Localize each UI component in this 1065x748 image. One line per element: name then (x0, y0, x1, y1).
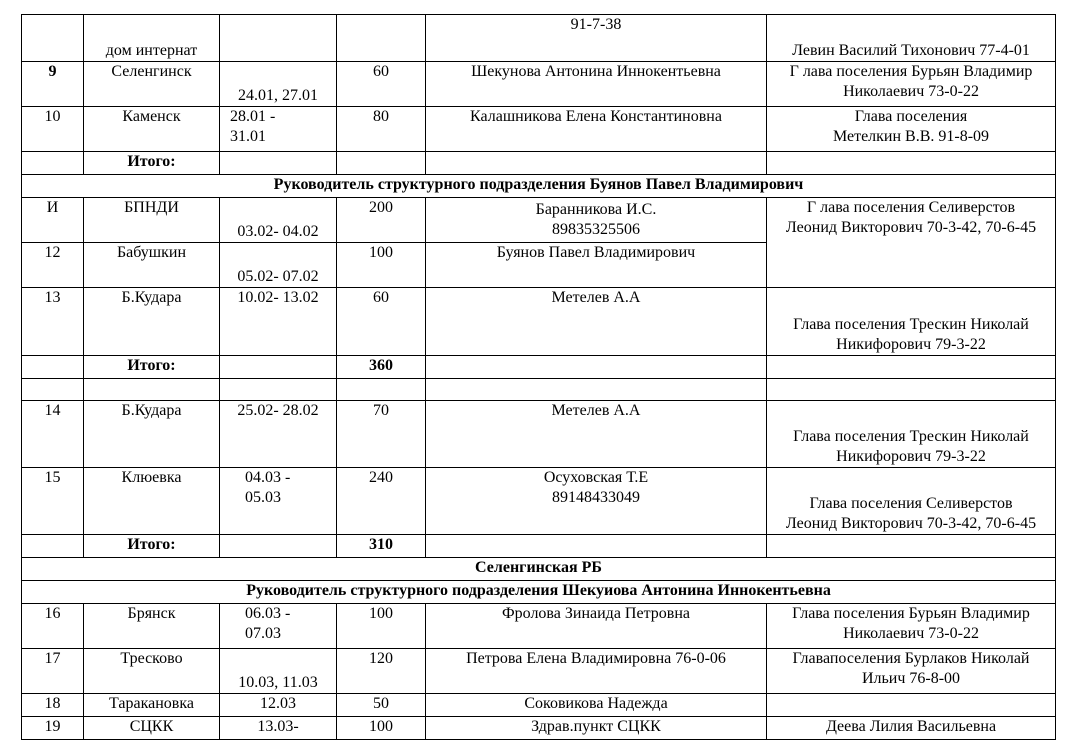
date-cell: 05.02- 07.02 (220, 243, 337, 288)
head-cell: Деева Лилия Васильевна (767, 717, 1056, 740)
empty-row (22, 379, 1056, 401)
total-row (22, 356, 1056, 379)
count-cell: 100 (337, 604, 426, 649)
row-number: 10 (22, 107, 84, 152)
place-cell: БПНДИ (84, 198, 220, 243)
place-cell: Каменск (84, 107, 220, 152)
table-row (22, 468, 1056, 535)
table-row (22, 107, 1056, 152)
table-row (22, 198, 1056, 243)
count-cell: 60 (337, 288, 426, 356)
table-row (22, 288, 1056, 356)
coordinator-cell: Метелев А.А (426, 288, 767, 356)
head-cell: Глава поселения Бурьян Владимир Николаевич 73-0-22 (767, 604, 1056, 649)
table-row (22, 15, 1056, 62)
date-cell: 25.02- 28.02 (220, 401, 337, 468)
row-number: И (22, 198, 84, 243)
place-cell: Брянск (84, 604, 220, 649)
count-cell: 200 (337, 198, 426, 243)
count-cell: 50 (337, 694, 426, 717)
section-row (22, 558, 1056, 581)
date-cell: 04.03 - 05.03 (220, 468, 337, 535)
table-row (22, 401, 1056, 468)
row-number: 12 (22, 243, 84, 288)
place-cell: Тресково (84, 649, 220, 694)
head-cell: Г лава поселения Бурьян Владимир Николаевич 73-0-22 (767, 62, 1056, 107)
row-number: 9 (22, 62, 84, 107)
row-number: 17 (22, 649, 84, 694)
coordinator-cell: Калашникова Елена Константиновна (426, 107, 767, 152)
section-title: Руководитель структурного подразделения Шекуиова Антонина Иннокентьевна (22, 581, 1056, 604)
coordinator-cell: Осуховская Т.Е 89148433049 (426, 468, 767, 535)
date-cell: 03.02- 04.02 (220, 198, 337, 243)
place-cell: дом интернат (84, 15, 220, 62)
section-title: Руководитель структурного подразделения Буянов Павел Владимирович (22, 175, 1056, 198)
row-number (22, 15, 84, 62)
coordinator-cell: Здрав.пункт СЦКК (426, 717, 767, 740)
total-value: 310 (337, 535, 426, 558)
date-cell: 28.01 - 31.01 (220, 107, 337, 152)
date-cell: 12.03 (220, 694, 337, 717)
count-cell (337, 15, 426, 62)
total-label: Итого: (84, 152, 220, 175)
date-cell (220, 15, 337, 62)
table-row (22, 694, 1056, 717)
row-number: 16 (22, 604, 84, 649)
coordinator-cell: 91-7-38 (426, 15, 767, 62)
place-cell: Бабушкин (84, 243, 220, 288)
section-title: Селенгинская РБ (22, 558, 1056, 581)
coordinator-cell: Метелев А.А (426, 401, 767, 468)
schedule-table (21, 14, 1056, 740)
total-label: Итого: (84, 535, 220, 558)
table-row (22, 649, 1056, 694)
head-cell: Глава поселения Метелкин В.В. 91-8-09 (767, 107, 1056, 152)
head-cell (767, 694, 1056, 717)
row-number: 18 (22, 694, 84, 717)
table-row (22, 604, 1056, 649)
section-row (22, 581, 1056, 604)
place-cell: Таракановка (84, 694, 220, 717)
count-cell: 70 (337, 401, 426, 468)
head-cell: Глава поселения Трескин Николай Никифорович 79-3-22 (767, 288, 1056, 356)
coordinator-cell: Фролова Зинаида Петровна (426, 604, 767, 649)
table-row (22, 62, 1056, 107)
row-number: 19 (22, 717, 84, 740)
total-value: 360 (337, 356, 426, 379)
place-cell: Клюевка (84, 468, 220, 535)
row-number: 14 (22, 401, 84, 468)
count-cell: 240 (337, 468, 426, 535)
count-cell: 60 (337, 62, 426, 107)
head-cell: Глава поселения Селиверстов Леонид Викторович 70-3-42, 70-6-45 (767, 468, 1056, 535)
date-cell: 10.03, 11.03 (220, 649, 337, 694)
row-number: 13 (22, 288, 84, 356)
place-cell: Б.Кудара (84, 401, 220, 468)
head-cell: Г лава поселения Селиверстов Леонид Викторович 70-3-42, 70-6-45 (767, 198, 1056, 288)
coordinator-cell: Соковикова Надежда (426, 694, 767, 717)
count-cell: 80 (337, 107, 426, 152)
count-cell: 120 (337, 649, 426, 694)
coordinator-cell: Баранникова И.С. 89835325506 (426, 198, 767, 243)
coordinator-cell: Буянов Павел Владимирович (426, 243, 767, 288)
date-cell: 06.03 - 07.03 (220, 604, 337, 649)
total-label: Итого: (84, 356, 220, 379)
date-cell: 13.03- (220, 717, 337, 740)
date-cell: 24.01, 27.01 (220, 62, 337, 107)
date-cell: 10.02- 13.02 (220, 288, 337, 356)
place-cell: Селенгинск (84, 62, 220, 107)
count-cell: 100 (337, 717, 426, 740)
section-row (22, 175, 1056, 198)
place-cell: Б.Кудара (84, 288, 220, 356)
place-cell: СЦКК (84, 717, 220, 740)
head-cell: Главапоселения Бурлаков Николай Ильич 76-8-00 (767, 649, 1056, 694)
coordinator-cell: Петрова Елена Владимировна 76-0-06 (426, 649, 767, 694)
head-cell: Глава поселения Трескин Николай Никифорович 79-3-22 (767, 401, 1056, 468)
row-number: 15 (22, 468, 84, 535)
head-cell: Левин Василий Тихонович 77-4-01 (767, 15, 1056, 62)
count-cell: 100 (337, 243, 426, 288)
total-row (22, 535, 1056, 558)
total-row (22, 152, 1056, 175)
coordinator-cell: Шекунова Антонина Иннокентьевна (426, 62, 767, 107)
table-row (22, 717, 1056, 740)
